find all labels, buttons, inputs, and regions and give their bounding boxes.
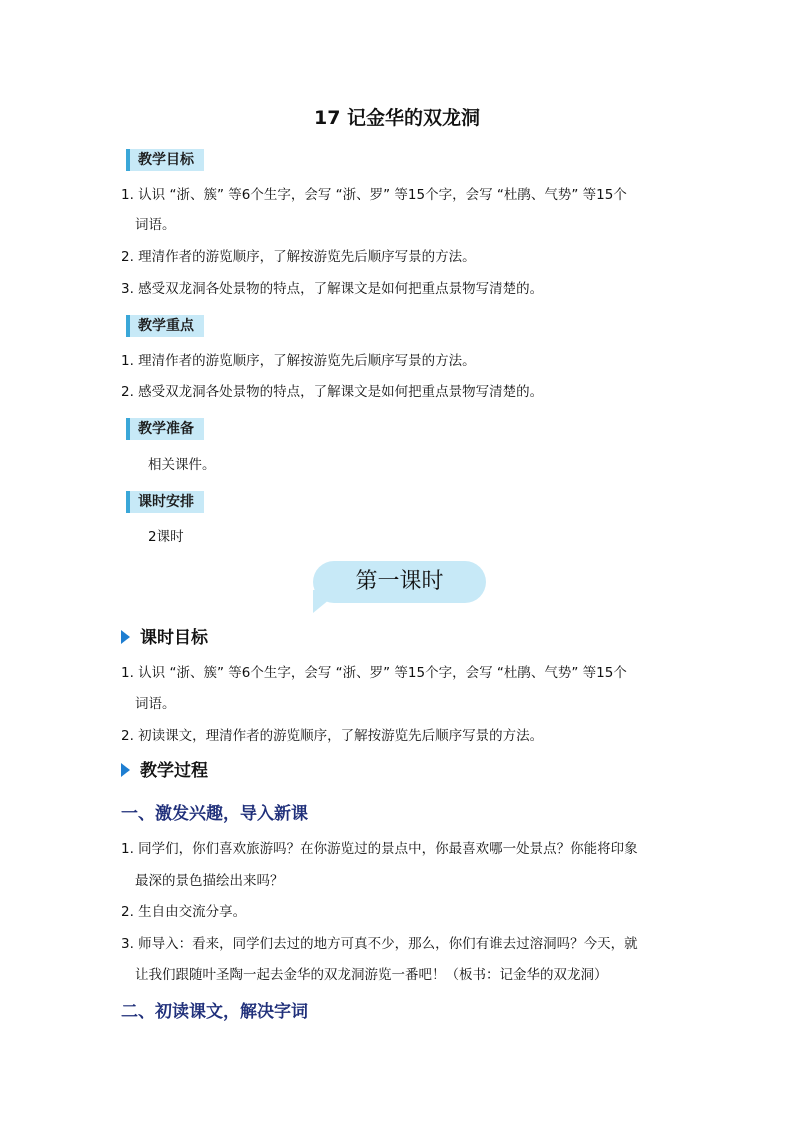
- section-tag-teaching-focus: 教学重点: [126, 315, 204, 337]
- part1-line-1: 1. 同学们，你们喜欢旅游吗？在你游览过的景点中，你最喜欢哪一处景点？你能将印象: [121, 841, 638, 857]
- chevron-right-icon: [121, 763, 130, 777]
- focus-line-1: 1. 理清作者的游览顺序，了解按游览先后顺序写景的方法。: [121, 353, 476, 369]
- prep-line: 相关课件。: [148, 457, 216, 473]
- part1-title: 一、激发兴趣，导入新课: [121, 804, 308, 824]
- lesson-goals-heading: [121, 627, 208, 649]
- teaching-process-heading: [121, 760, 208, 782]
- goal-line-1-cont: 词语。: [135, 217, 176, 233]
- lesson-goals-heading-text: 课时目标: [140, 628, 208, 648]
- lesson-goal-line-1-cont: 词语。: [135, 696, 176, 712]
- goal-line-3: 3. 感受双龙洞各处景物的特点，了解课文是如何把重点景物写清楚的。: [121, 281, 544, 297]
- goal-line-1: 1. 认识 “浙、簇” 等6个生字，会写 “浙、罗” 等15个字，会写 “杜鹃、气势” 等15个: [121, 187, 627, 203]
- schedule-line: 2课时: [148, 529, 184, 545]
- part1-line-3: 3. 师导入：看来，同学们去过的地方可真不少，那么，你们有谁去过溶洞吗？今天，就: [121, 936, 638, 952]
- teaching-process-heading-text: 教学过程: [140, 761, 208, 781]
- section-tag-schedule: 课时安排: [126, 491, 204, 513]
- focus-line-2: 2. 感受双龙洞各处景物的特点，了解课文是如何把重点景物写清楚的。: [121, 384, 544, 400]
- part2-title: 二、初读课文，解决字词: [121, 1002, 308, 1022]
- lesson-goal-line-2: 2. 初读课文，理清作者的游览顺序，了解按游览先后顺序写景的方法。: [121, 728, 544, 744]
- part1-line-3-cont: 让我们跟随叶圣陶一起去金华的双龙洞游览一番吧！（板书：记金华的双龙洞）: [135, 967, 608, 983]
- section-tag-teaching-prep: 教学准备: [126, 418, 204, 440]
- lesson-goal-line-1: 1. 认识 “浙、簇” 等6个生字，会写 “浙、罗” 等15个字，会写 “杜鹃、气势” 等15个: [121, 665, 627, 681]
- part1-line-2: 2. 生自由交流分享。: [121, 904, 247, 920]
- goal-line-2: 2. 理清作者的游览顺序，了解按游览先后顺序写景的方法。: [121, 249, 476, 265]
- section-tag-teaching-goals: 教学目标: [126, 149, 204, 171]
- lesson-title-bubble: 第一课时: [355, 569, 444, 594]
- document-title: 17 记金华的双龙洞: [313, 107, 481, 129]
- part1-line-1-cont: 最深的景色描绘出来吗？: [135, 873, 284, 889]
- chevron-right-icon: [121, 630, 130, 644]
